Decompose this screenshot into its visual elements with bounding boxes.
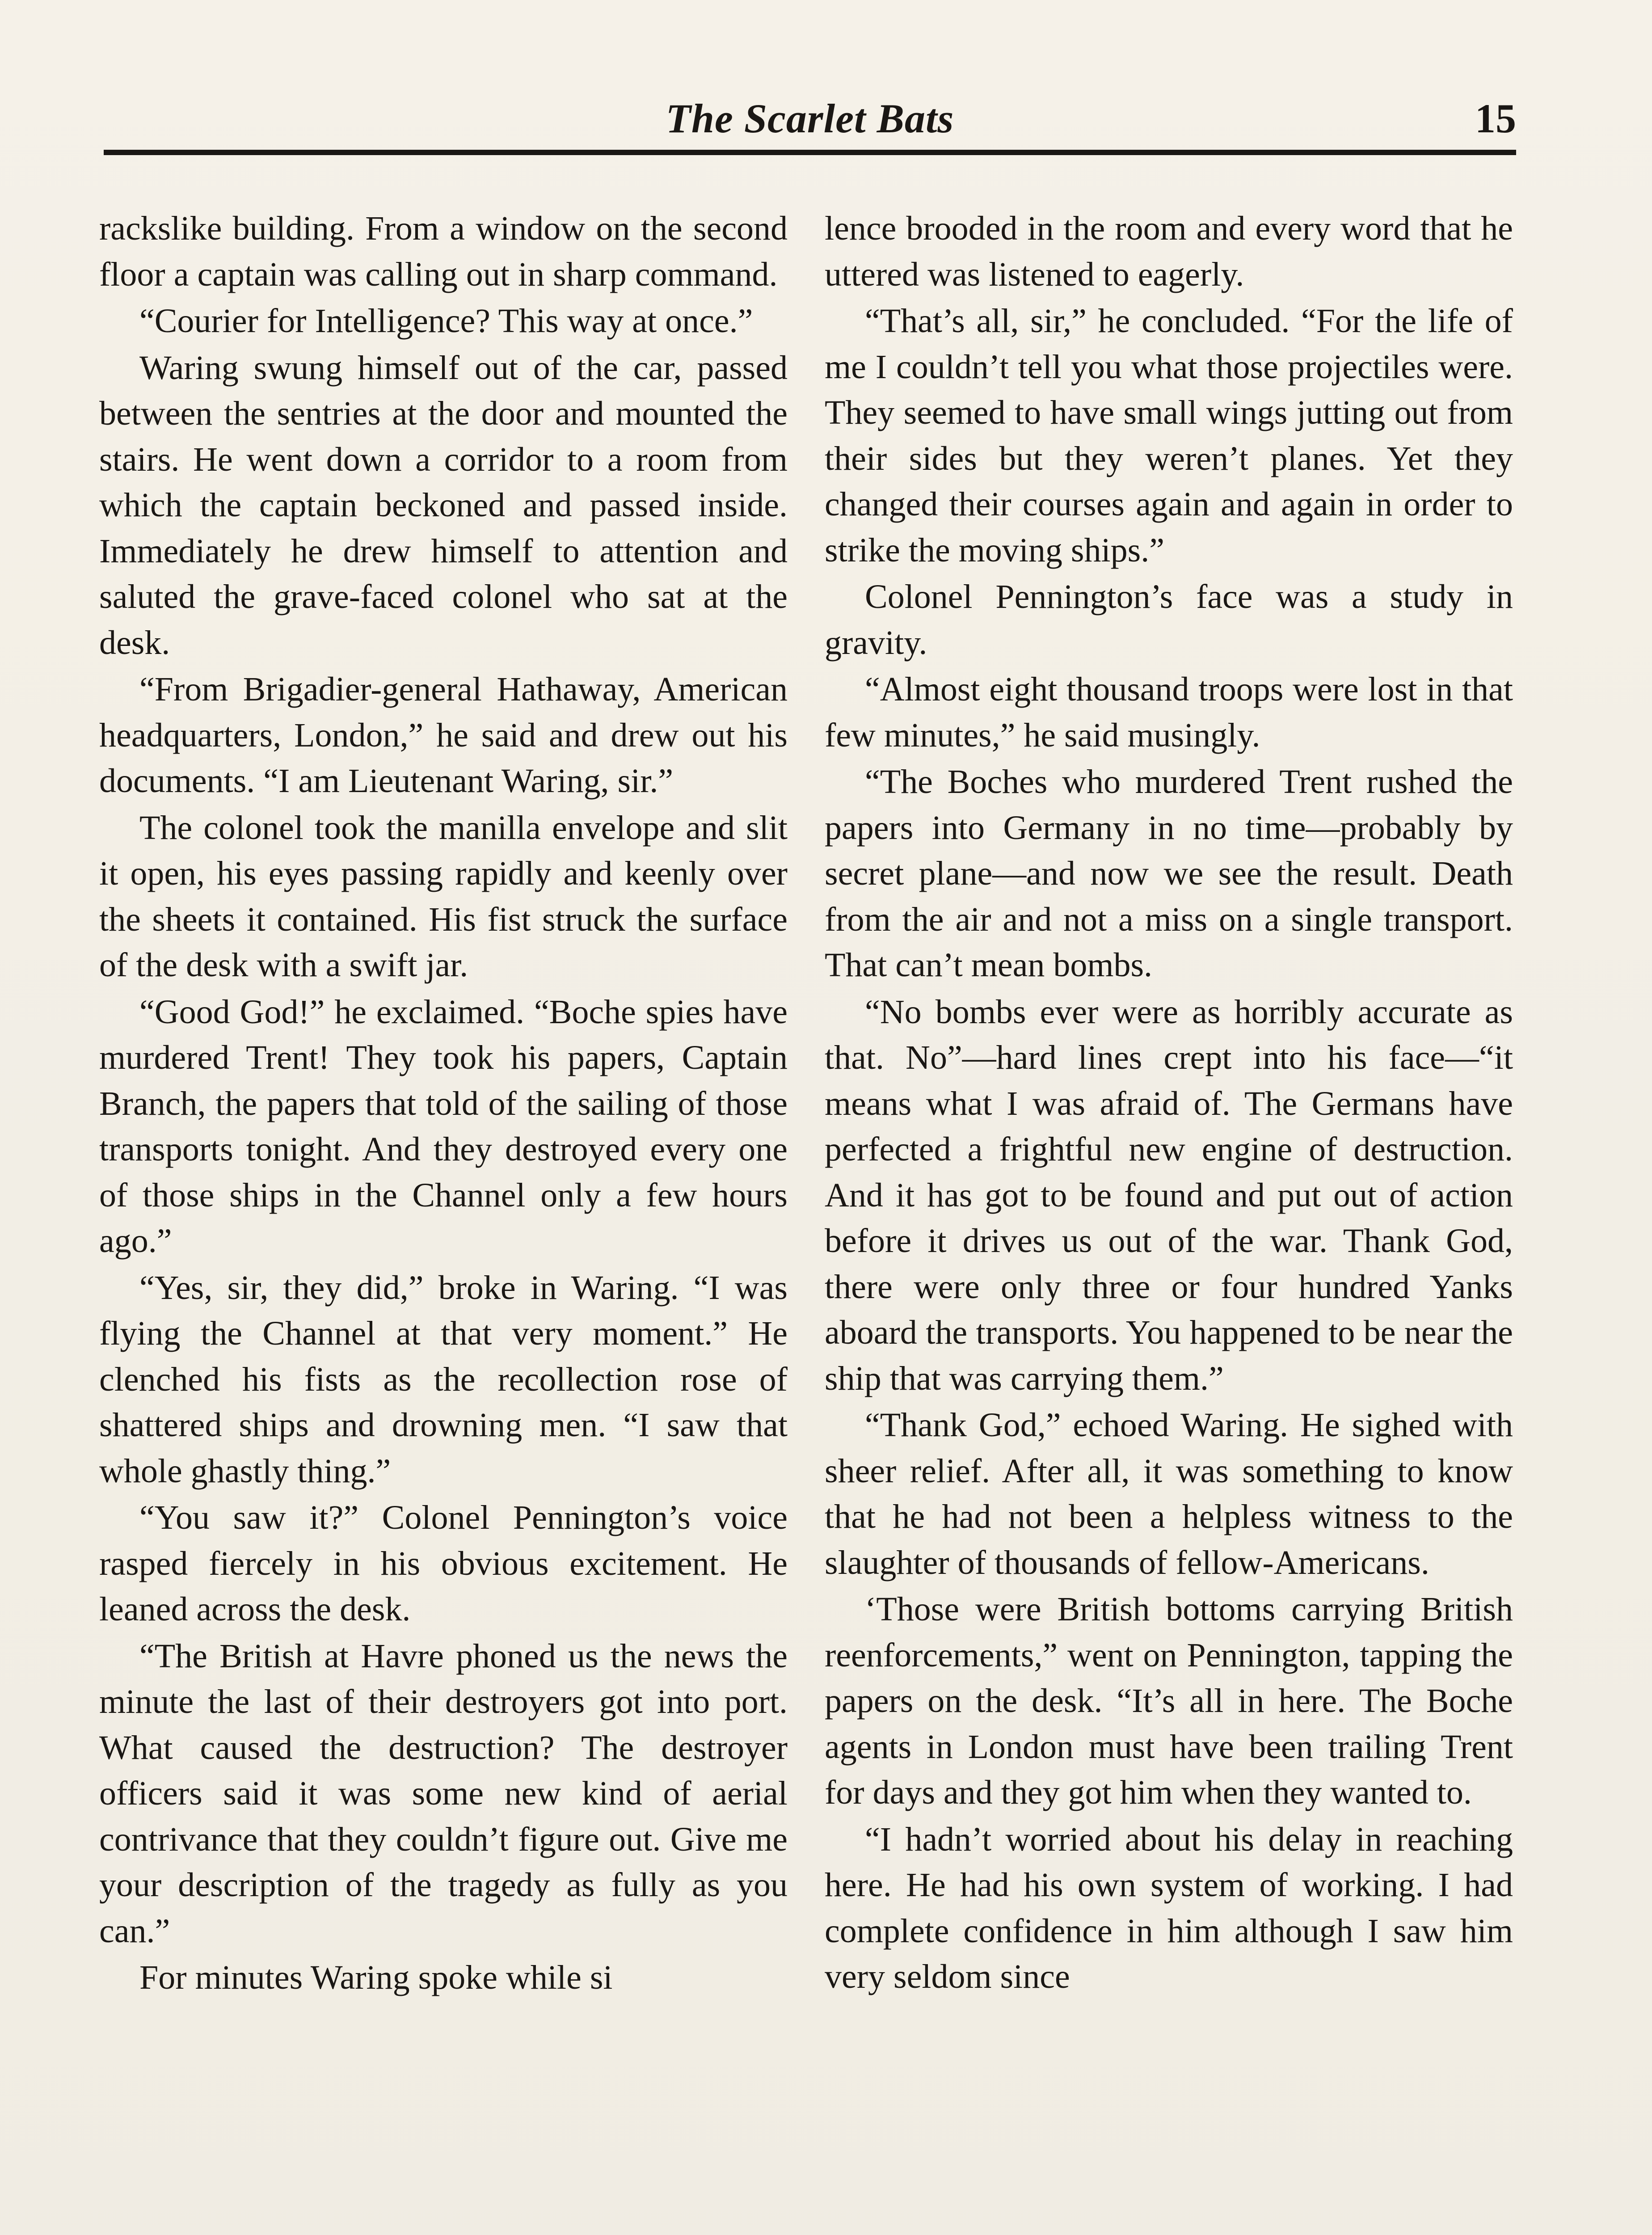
running-head [104,92,1516,154]
page-number: 15 [1475,96,1516,141]
left-column [99,206,788,2001]
paragraph: Waring swung himself out of the car, passed between the sentries at the door and mounted the stairs. He went down a corridor to a room from which the captain beckoned and passed inside. Immediately he drew himself to attention and saluted the grave-faced colonel who sat at the desk. [99,349,788,662]
paragraph: “Thank God,” echoed Waring. He sighed with sheer relief. After all, it was something to know that he had not been a helpless witness to the slaughter of thousands of fellow-Americans. [825,1406,1513,1581]
header-rule [104,150,1516,155]
paragraph: “Courier for Intelligence? This way at once.” [139,302,753,340]
paragraph: Colonel Pennington’s face was a study in gravity. [825,578,1513,662]
paragraph: ‘Those were British bottoms carrying British reenforcements,” went on Pennington, tapping the papers on the desk. “It’s all in here. The Boche agents in London must have been trailing Trent for days and they got him when they wanted to. [825,1590,1513,1811]
paragraph: The colonel took the manilla envelope and slit it open, his eyes passing rapidly and keenly over the sheets it contained. His fist struck the surface of the desk with a swift jar. [99,809,788,984]
paragraph: “That’s all, sir,” he concluded. “For the life of me I couldn’t tell you what those projectiles were. They seemed to have small wings jutting out from their sides but they weren’t planes. Yet they changed their courses again and again in order to strike the moving ships.” [825,302,1513,569]
paragraph: “Almost eight thousand troops were lost in that few minutes,” he said musingly. [825,670,1513,754]
paragraph: “From Brigadier-general Hathaway, American headquarters, London,” he said and drew out his documents. “I am Lieutenant Waring, sir.” [99,670,788,800]
paragraph: “The British at Havre phoned us the news the minute the last of their destroyers got into port. What caused the destruction? The destroyer officers said it was some new kind of aerial contrivance that they couldn’t figure out. Give me your description of the tragedy as fully as you can.” [99,1637,788,1950]
paragraph: “The Boches who murdered Trent rushed the papers into Germany in no time—probably by secret plane—and now we see the result. Death from the air and not a miss on a single transport. That can’t mean bombs. [825,763,1513,984]
running-title: The Scarlet Bats [666,96,954,141]
paragraph: rackslike building. From a window on the second floor a captain was calling out in sharp command. [99,210,788,293]
paragraph: “Yes, sir, they did,” broke in Waring. “I was flying the Channel at that very moment.” He clenched his fists as the recollection rose of shattered ships and drowning men. “I saw that whole ghastly thing.” [99,1269,788,1490]
paragraph: “I hadn’t worried about his delay in reaching here. He had his own system of working. I had complete confidence in him although I saw him very seldom since [825,1820,1513,1995]
paragraph: “Good God!” he exclaimed. “Boche spies have murdered Trent! They took his papers, Captain Branch, the papers that told of the sailing of those transports tonight. And they destroyed every one of those ships in the Channel only a few hours ago.” [99,993,788,1260]
paragraph: “You saw it?” Colonel Pennington’s voice rasped fiercely in his obvious excitement. He leaned across the desk. [99,1499,788,1628]
paragraph: lence brooded in the room and every word that he uttered was listened to eagerly. [825,210,1513,293]
right-column [825,206,1513,2000]
paragraph: For minutes Waring spoke while si [139,1959,613,1996]
paragraph: “No bombs ever were as horribly accurate as that. No”—hard lines crept into his face—“it means what I was afraid of. The Germans have perfected a frightful new engine of destruction. And it has got to be found and put out of action before it drives us out of the war. Thank God, there were only three or four hundred Yanks aboard the transports. You happened to be near the ship that was carrying them.” [825,993,1513,1397]
